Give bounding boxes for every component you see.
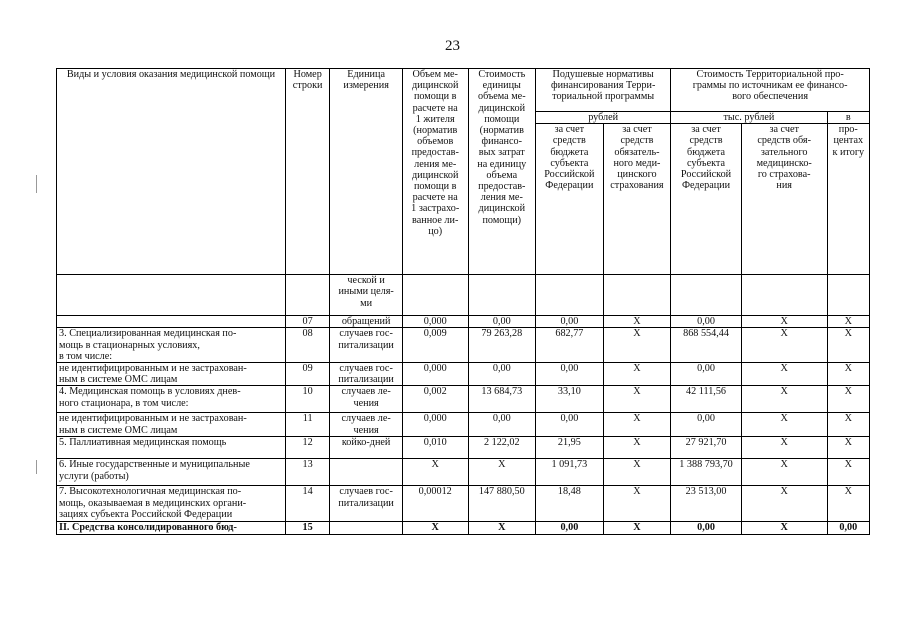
header-program-cost-group: Стоимость Территориальной про- граммы по источникам ее финансо- вого обеспечения — [671, 69, 870, 112]
row-unit — [330, 522, 403, 534]
row-volume: 0,000 — [402, 363, 468, 386]
table-row — [57, 522, 870, 534]
row-name: 4. Медицинская помощь в условиях днев- ного стационара, в том числе: — [57, 386, 286, 413]
header-total-budget: за счет средств бюджета субъекта Российской Федерации — [671, 124, 742, 275]
table-row — [57, 459, 870, 486]
row-unit: койко-дней — [330, 437, 403, 459]
row-per-capita-oms: X — [603, 363, 671, 386]
row-unit: случаев гос- питализации — [330, 486, 403, 522]
header-per-capita-group: Подушевые нормативы финансирования Терри- ториальной программы — [536, 69, 671, 112]
row-percent: X — [827, 316, 869, 328]
row-percent: X — [827, 459, 869, 486]
header-percent: про- центах к итогу — [827, 124, 869, 275]
table-row — [57, 316, 870, 328]
row-total-oms: X — [741, 437, 827, 459]
row-percent: 0,00 — [827, 522, 869, 534]
row-volume: X — [402, 459, 468, 486]
row-total-budget: 42 111,56 — [671, 386, 742, 413]
row-total-oms: X — [741, 522, 827, 534]
row-volume: 0,010 — [402, 437, 468, 459]
row-name: 7. Высокотехнологичная медицинская по- мощь, оказываемая в медицинских органи- зациях субъекта Российской Федерации — [57, 486, 286, 522]
header-unit-rubles: рублей — [536, 112, 671, 124]
row-per-capita-budget: 0,00 — [536, 413, 604, 437]
row-per-capita-oms: X — [603, 437, 671, 459]
row-per-capita-oms: X — [603, 486, 671, 522]
row-per-capita-budget: 1 091,73 — [536, 459, 604, 486]
continuation-row — [57, 275, 870, 316]
table-row — [57, 486, 870, 522]
row-total-oms: X — [741, 328, 827, 363]
row-number: 14 — [285, 486, 329, 522]
row-volume: 0,009 — [402, 328, 468, 363]
row-number: 13 — [285, 459, 329, 486]
row-total-budget: 0,00 — [671, 363, 742, 386]
row-unit-cost: X — [468, 522, 536, 534]
row-number: 10 — [285, 386, 329, 413]
row-per-capita-oms: X — [603, 328, 671, 363]
row-unit — [330, 459, 403, 486]
row-name: 5. Паллиативная медицинская помощь — [57, 437, 286, 459]
row-unit-cost: 13 684,73 — [468, 386, 536, 413]
row-total-oms: X — [741, 316, 827, 328]
row-number: 12 — [285, 437, 329, 459]
scan-margin-mark — [36, 460, 37, 474]
row-per-capita-oms: X — [603, 459, 671, 486]
row-total-oms: X — [741, 459, 827, 486]
header-percent-top: в — [827, 112, 869, 124]
header-row-1 — [57, 69, 870, 112]
row-percent: X — [827, 486, 869, 522]
table-row — [57, 413, 870, 437]
header-unit-thousand-rubles: тыс. рублей — [671, 112, 827, 124]
row-per-capita-budget: 0,00 — [536, 522, 604, 534]
row-per-capita-oms: X — [603, 386, 671, 413]
row-total-budget: 23 513,00 — [671, 486, 742, 522]
row-number: 11 — [285, 413, 329, 437]
row-unit-cost: 0,00 — [468, 316, 536, 328]
row-unit-cost: X — [468, 459, 536, 486]
row-name: не идентифицированным и не застрахован- ным в системе ОМС лицам — [57, 413, 286, 437]
row-unit: случаев гос- питализации — [330, 328, 403, 363]
row-total-oms: X — [741, 386, 827, 413]
row-unit-cost: 0,00 — [468, 413, 536, 437]
row-total-budget: 1 388 793,70 — [671, 459, 742, 486]
header-row-number: Номер строки — [285, 69, 329, 275]
header-volume: Объем ме- дицинской помощи в расчете на 1 жителя (норматив объемов предостав- ления ме- дицинской помощи в расчете на 1 застрахо- ванное ли- цо) — [402, 69, 468, 275]
row-percent: X — [827, 328, 869, 363]
continuation-unit: ческой и иными целя- ми — [330, 275, 403, 316]
row-volume: 0,000 — [402, 413, 468, 437]
row-percent: X — [827, 363, 869, 386]
row-name: 6. Иные государственные и муниципальные услуги (работы) — [57, 459, 286, 486]
row-unit-cost: 0,00 — [468, 363, 536, 386]
row-number: 08 — [285, 328, 329, 363]
row-per-capita-budget: 21,95 — [536, 437, 604, 459]
header-per-capita-budget: за счет средств бюджета субъекта Российской Федерации — [536, 124, 604, 275]
row-unit-cost: 79 263,28 — [468, 328, 536, 363]
row-percent: X — [827, 413, 869, 437]
table-row — [57, 386, 870, 413]
row-unit-cost: 2 122,02 — [468, 437, 536, 459]
row-per-capita-budget: 0,00 — [536, 316, 604, 328]
table-row — [57, 328, 870, 363]
row-per-capita-oms: X — [603, 316, 671, 328]
row-name — [57, 316, 286, 328]
table-row — [57, 363, 870, 386]
row-unit: обращений — [330, 316, 403, 328]
header-unit-cost: Стоимость единицы объема ме- дицинской помощи (норматив финансо- вых затрат на единицу объема предостав- ления ме- дицинской помощи) — [468, 69, 536, 275]
row-total-budget: 27 921,70 — [671, 437, 742, 459]
row-total-budget: 0,00 — [671, 413, 742, 437]
row-per-capita-budget: 18,48 — [536, 486, 604, 522]
header-total-oms: за счет средств обя- зательного медицинско- го страхова- ния — [741, 124, 827, 275]
header-per-capita-oms: за счет средств обязатель- ного меди- цинского страхования — [603, 124, 671, 275]
row-number: 15 — [285, 522, 329, 534]
row-volume: 0,002 — [402, 386, 468, 413]
row-number: 07 — [285, 316, 329, 328]
header-kind-of-care: Виды и условия оказания медицинской помощи — [57, 69, 286, 275]
row-total-oms: X — [741, 486, 827, 522]
row-unit: случаев ле- чения — [330, 413, 403, 437]
row-per-capita-budget: 33,10 — [536, 386, 604, 413]
row-total-budget: 868 554,44 — [671, 328, 742, 363]
header-unit: Единица измерения — [330, 69, 403, 275]
page-number: 23 — [445, 38, 460, 54]
row-name: 3. Специализированная медицинская по- мощь в стационарных условиях, в том числе: — [57, 328, 286, 363]
row-total-oms: X — [741, 363, 827, 386]
row-total-oms: X — [741, 413, 827, 437]
row-unit-cost: 147 880,50 — [468, 486, 536, 522]
row-unit: случаев гос- питализации — [330, 363, 403, 386]
row-total-budget: 0,00 — [671, 522, 742, 534]
row-number: 09 — [285, 363, 329, 386]
row-percent: X — [827, 386, 869, 413]
row-volume: 0,000 — [402, 316, 468, 328]
table-row — [57, 437, 870, 459]
row-name: не идентифицированным и не застрахован- ным в системе ОМС лицам — [57, 363, 286, 386]
row-volume: X — [402, 522, 468, 534]
row-percent: X — [827, 437, 869, 459]
row-total-budget: 0,00 — [671, 316, 742, 328]
row-per-capita-oms: X — [603, 413, 671, 437]
row-name: II. Средства консолидированного бюд- — [57, 522, 286, 534]
scan-margin-mark — [36, 175, 37, 193]
row-volume: 0,00012 — [402, 486, 468, 522]
row-per-capita-oms: X — [603, 522, 671, 534]
row-per-capita-budget: 0,00 — [536, 363, 604, 386]
row-unit: случаев ле- чения — [330, 386, 403, 413]
financing-table — [56, 68, 870, 535]
row-per-capita-budget: 682,77 — [536, 328, 604, 363]
